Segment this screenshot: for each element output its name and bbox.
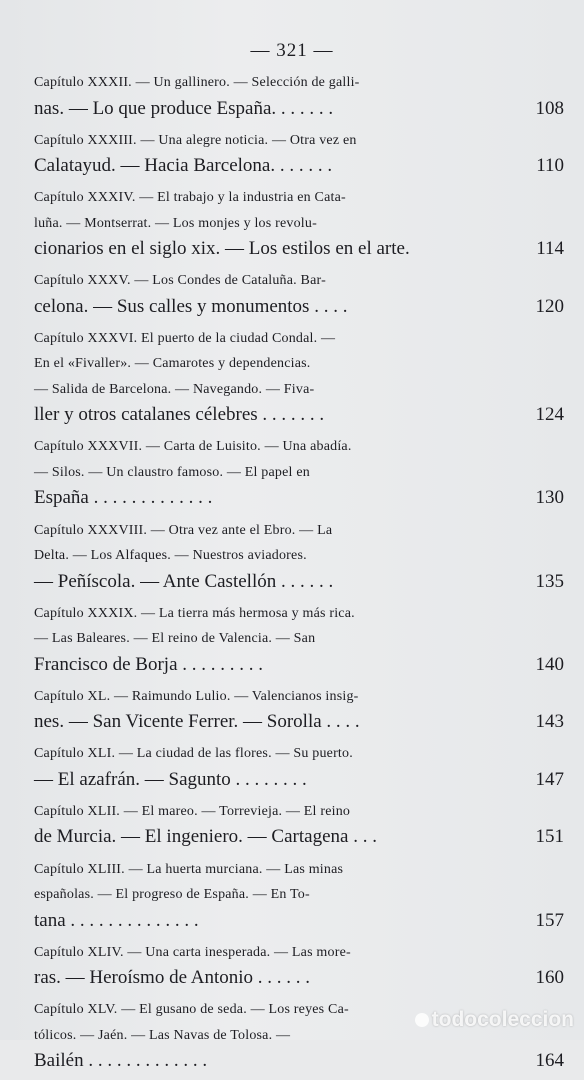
watermark [415,1008,574,1032]
toc-entry-page: 108 [535,97,564,119]
toc-entry-line: Capítulo XXXII. — Un gallinero. — Selección de galli- [34,75,360,90]
toc-entry-text: cionarios en el siglo xix. — Los estilos en el arte. [34,238,410,260]
toc-entry-text: tana . . . . . . . . . . . . . . [34,909,199,931]
toc-entry-text: nes. — San Vicente Ferrer. — Sorolla . . . . [34,711,360,733]
toc-entry-last-line [34,153,564,179]
toc-entry-page: 120 [535,295,564,317]
toc-entry-last-line [34,824,564,850]
toc-entry-page: 143 [535,711,564,733]
toc-entry [34,128,564,179]
toc-entry [34,857,564,934]
toc-entry-line: — Silos. — Un claustro famoso. — El papel en [34,464,310,480]
toc-entry [34,601,564,678]
toc-entry-text: — El azafrán. — Sagunto . . . . . . . . [34,768,307,790]
toc-entry-page: 110 [536,155,564,177]
toc-entry-page: 140 [535,653,564,675]
toc-entry [34,741,564,792]
toc-entry-line: luña. — Montserrat. — Los monjes y los revolu- [34,215,317,231]
toc-entry-last-line [34,767,564,793]
watermark-text: todocoleccion [431,1008,574,1031]
table-of-contents [34,70,564,1080]
toc-entry-last-line [34,96,564,122]
toc-entry [34,268,564,319]
toc-entry-text: de Murcia. — El ingeniero. — Cartagena . . . [34,826,377,848]
toc-entry-page: 114 [536,238,564,260]
toc-entry [34,185,564,262]
toc-entry-text: Calatayud. — Hacia Barcelona. . . . . . . [34,155,333,177]
toc-entry-page: 130 [535,487,564,509]
toc-entry-last-line [34,1048,564,1074]
toc-entry-page: 124 [535,404,564,426]
toc-entry-text: — Peñíscola. — Ante Castellón . . . . . . [34,570,334,592]
toc-entry-line: Capítulo XLII. — El mareo. — Torrevieja. — El reino [34,803,351,819]
toc-entry-last-line [34,294,564,320]
toc-entry [34,799,564,850]
toc-entry-line: Capítulo XL. — Raimundo Lulio. — Valencianos insig- [34,688,359,704]
toc-entry-text: ras. — Heroísmo de Antonio . . . . . . [34,967,311,989]
toc-entry-line: Capítulo XXXVIII. — Otra vez ante el Ebro. — La [34,522,333,538]
page-number: — 321 — [250,40,334,61]
toc-entry-last-line [34,652,564,678]
toc-entry [34,684,564,735]
toc-entry-line: Capítulo XXXIX. — La tierra más hermosa y más rica. [34,605,355,621]
toc-entry-last-line [34,709,564,735]
toc-entry-text: Bailén . . . . . . . . . . . . . [34,1050,208,1072]
toc-entry-text: Francisco de Borja . . . . . . . . . [34,653,264,675]
toc-entry-last-line [34,569,564,595]
toc-entry-line: españolas. — El progreso de España. — En To- [34,887,310,903]
toc-entry-line: En el «Fivaller». — Camarotes y dependencias. [34,356,311,372]
toc-entry [34,70,564,121]
toc-entry [34,326,564,428]
toc-entry-last-line [34,485,564,511]
toc-entry-page: 151 [535,826,564,848]
toc-entry [34,940,564,991]
toc-entry-page: 160 [535,967,564,989]
toc-entry-line: Capítulo XXXVI. El puerto de la ciudad Condal. — [34,330,336,346]
toc-entry-line: Capítulo XLIV. — Una carta inesperada. — Las more- [34,944,351,960]
toc-entry-page: 164 [535,1050,564,1072]
toc-entry-line: Capítulo XLI. — La ciudad de las flores. — Su puerto. [34,746,353,762]
toc-entry-page: 157 [535,909,564,931]
toc-entry-text: nas. — Lo que produce España. . . . . . . [34,97,334,119]
toc-entry-page: 147 [535,768,564,790]
toc-entry-last-line [34,236,564,262]
toc-entry [34,434,564,511]
toc-entry-line: Capítulo XXXIV. — El trabajo y la industria en Cata- [34,190,346,206]
toc-entry-page: 135 [535,570,564,592]
toc-entry-last-line [34,965,564,991]
toc-entry-text: España . . . . . . . . . . . . . [34,487,213,509]
toc-entry-line: Capítulo XLV. — El gusano de seda. — Los reyes Ca- [34,1002,349,1018]
toc-entry-last-line [34,402,564,428]
toc-entry-line: — Salida de Barcelona. — Navegando. — Fiva- [34,381,315,397]
toc-entry-line: tólicos. — Jaén. — Las Navas de Tolosa. — [34,1027,291,1043]
toc-entry-line: Capítulo XXXVII. — Carta de Luisito. — Una abadía. [34,439,352,455]
toc-entry-line: Capítulo XXXV. — Los Condes de Cataluña. Bar- [34,273,326,289]
toc-entry-line: Capítulo XLIII. — La huerta murciana. — Las minas [34,861,344,877]
toc-entry-line: Delta. — Los Alfaques. — Nuestros aviadores. [34,548,307,564]
watermark-icon [415,1013,429,1027]
toc-entry-line: — Las Baleares. — El reino de Valencia. — San [34,631,316,647]
toc-entry-last-line [34,908,564,934]
toc-entry-text: celona. — Sus calles y monumentos . . . . [34,295,348,317]
toc-entry [34,518,564,595]
toc-entry-line: Capítulo XXXIII. — Una alegre noticia. — Otra vez en [34,132,357,148]
toc-entry-text: ller y otros catalanes célebres . . . . . . . [34,404,325,426]
